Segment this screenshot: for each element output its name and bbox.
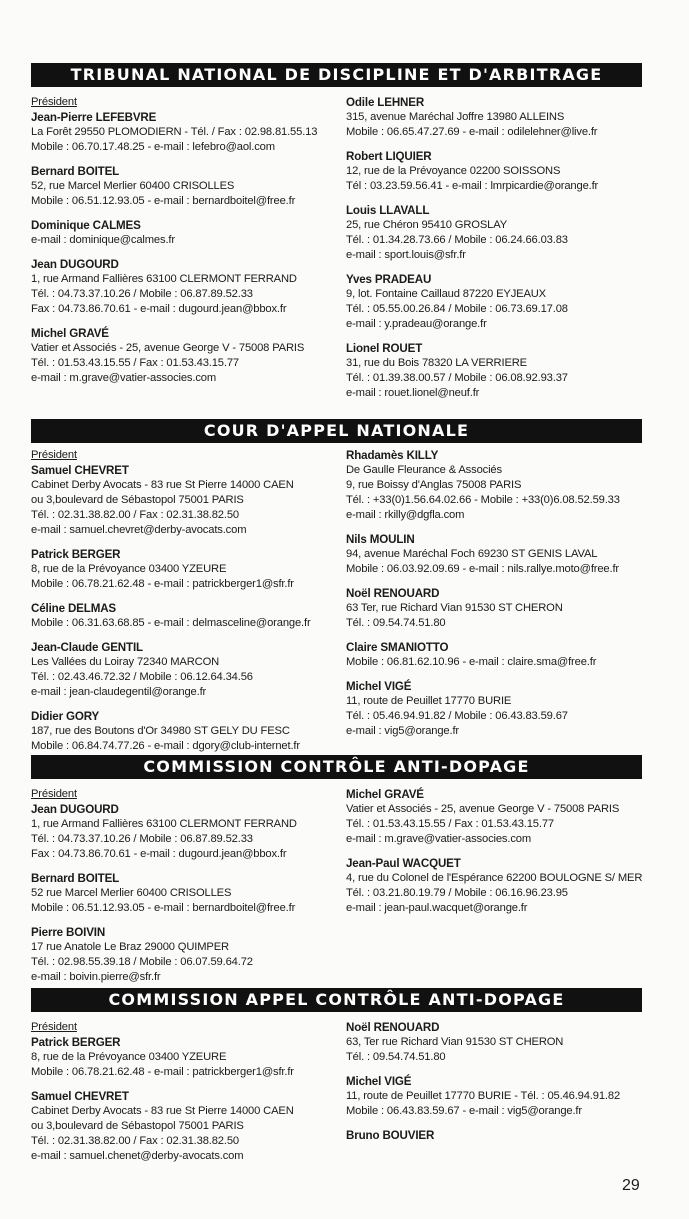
- contact-name: Louis LLAVALL: [346, 204, 430, 217]
- contact-name: Lionel ROUET: [346, 342, 423, 355]
- contact-detail-line: 17 rue Anatole Le Braz 29000 QUIMPER: [31, 941, 229, 953]
- contact-entry: [346, 856, 646, 916]
- contact-detail-line: e-mail : vig5@orange.fr: [346, 725, 459, 737]
- section-banner: COMMISSION CONTRÔLE ANTI-DOPAGE: [31, 755, 642, 779]
- contact-detail-line: Tél. : 05.55.00.26.84 / Mobile : 06.73.69.17.08: [346, 303, 568, 315]
- contact-detail-line: Tél. : 09.54.74.51.80: [346, 617, 446, 629]
- section-right-column: [346, 95, 646, 410]
- contact-detail-line: e-mail : boivin.pierre@sfr.fr: [31, 971, 161, 983]
- contact-detail-line: e-mail : m.grave@vatier-associes.com: [346, 833, 532, 845]
- contact-entry: [31, 448, 331, 538]
- contact-detail-line: 12, rue de la Prévoyance 02200 SOISSONS: [346, 165, 561, 177]
- contact-detail-line: Vatier et Associés - 25, avenue George V - 75008 PARIS: [346, 803, 620, 815]
- contact-detail-line: e-mail : samuel.chevret@derby-avocats.com: [31, 524, 247, 536]
- contact-name: Bernard BOITEL: [31, 165, 120, 178]
- contact-name: Noël RENOUARD: [346, 1021, 440, 1034]
- contact-detail-line: e-mail : y.pradeau@orange.fr: [346, 318, 487, 330]
- contact-detail-line: Mobile : 06.65.47.27.69 - e-mail : odilelehner@live.fr: [346, 126, 598, 138]
- contact-detail-line: Tél. : 09.54.74.51.80: [346, 1051, 446, 1063]
- contact-detail-line: Tél. : 02.98.55.39.18 / Mobile : 06.07.59.64.72: [31, 956, 253, 968]
- contact-detail-line: e-mail : dominique@calmes.fr: [31, 234, 175, 246]
- contact-detail-line: De Gaulle Fleurance & Associés: [346, 464, 502, 476]
- contact-detail-line: Mobile : 06.03.92.09.69 - e-mail : nils.rallye.moto@free.fr: [346, 563, 619, 575]
- contact-entry: [346, 1128, 646, 1143]
- contact-detail-line: 52, rue Marcel Merlier 60400 CRISOLLES: [31, 180, 235, 192]
- contact-entry: [346, 640, 646, 670]
- contact-entry: [31, 1020, 331, 1080]
- contact-name: Jean DUGOURD: [31, 258, 119, 271]
- contact-detail-line: Mobile : 06.43.83.59.67 - e-mail : vig5@orange.fr: [346, 1105, 582, 1117]
- contact-name: Bruno BOUVIER: [346, 1129, 435, 1142]
- contact-detail-line: 4, rue du Colonel de l'Espérance 62200 BOULOGNE S/ MER: [346, 872, 643, 884]
- contact-entry: [346, 272, 646, 332]
- contact-detail-line: Mobile : 06.78.21.62.48 - e-mail : patrickberger1@sfr.fr: [31, 1066, 294, 1078]
- contact-detail-line: 9, lot. Fontaine Caillaud 87220 EYJEAUX: [346, 288, 546, 300]
- page-number: 29: [622, 1177, 640, 1194]
- contact-name: Jean-Claude GENTIL: [31, 641, 143, 654]
- contact-name: Michel GRAVÉ: [346, 788, 424, 801]
- contact-name: Patrick BERGER: [31, 1036, 121, 1049]
- contact-detail-line: Cabinet Derby Avocats - 83 rue St Pierre 14000 CAEN: [31, 479, 294, 491]
- contact-name: Jean-Paul WACQUET: [346, 857, 461, 870]
- contact-name: Dominique CALMES: [31, 219, 141, 232]
- contact-detail-line: 11, route de Peuillet 17770 BURIE - Tél. : 05.46.94.91.82: [346, 1090, 621, 1102]
- contact-detail-line: Vatier et Associés - 25, avenue George V - 75008 PARIS: [31, 342, 305, 354]
- contact-entry: [346, 149, 646, 194]
- contact-name: Michel GRAVÉ: [31, 327, 109, 340]
- section-right-column: [346, 448, 646, 748]
- contact-name: Jean-Pierre LEFEBVRE: [31, 111, 157, 124]
- contact-entry: [31, 547, 331, 592]
- contact-detail-line: e-mail : jean-paul.wacquet@orange.fr: [346, 902, 528, 914]
- contact-entry: [346, 586, 646, 631]
- section-left-column: [31, 448, 331, 763]
- contact-detail-line: ou 3,boulevard de Sébastopol 75001 PARIS: [31, 494, 244, 506]
- contact-name: Samuel CHEVRET: [31, 1090, 129, 1103]
- contact-name: Michel VIGÉ: [346, 680, 412, 693]
- contact-detail-line: 315, avenue Maréchal Joffre 13980 ALLEINS: [346, 111, 565, 123]
- contact-detail-line: Tél. : 02.43.46.72.32 / Mobile : 06.12.64.34.56: [31, 671, 253, 683]
- contact-detail-line: Tél. : 01.53.43.15.55 / Fax : 01.53.43.15.77: [31, 357, 239, 369]
- contact-name: Samuel CHEVRET: [31, 464, 129, 477]
- contact-entry: [346, 448, 646, 523]
- contact-detail-line: Fax : 04.73.86.70.61 - e-mail : dugourd.jean@bbox.fr: [31, 848, 287, 860]
- contact-detail-line: ou 3,boulevard de Sébastopol 75001 PARIS: [31, 1120, 244, 1132]
- contact-detail-line: Cabinet Derby Avocats - 83 rue St Pierre 14000 CAEN: [31, 1105, 294, 1117]
- contact-detail-line: Tél. : 04.73.37.10.26 / Mobile : 06.87.89.52.33: [31, 833, 253, 845]
- contact-detail-line: Les Vallées du Loiray 72340 MARCON: [31, 656, 220, 668]
- contact-detail-line: Tél. : 03.21.80.19.79 / Mobile : 06.16.96.23.95: [346, 887, 568, 899]
- contact-name: Michel VIGÉ: [346, 1075, 412, 1088]
- contact-detail-line: Tél. : 01.39.38.00.57 / Mobile : 06.08.92.93.37: [346, 372, 568, 384]
- contact-name: Céline DELMAS: [31, 602, 117, 615]
- contact-detail-line: Mobile : 06.31.63.68.85 - e-mail : delmasceline@orange.fr: [31, 617, 311, 629]
- contact-entry: [31, 640, 331, 700]
- contact-entry: [31, 95, 331, 155]
- contact-detail-line: 25, rue Chéron 95410 GROSLAY: [346, 219, 508, 231]
- section-left-column: [31, 1020, 331, 1173]
- contact-detail-line: 52 rue Marcel Merlier 60400 CRISOLLES: [31, 887, 232, 899]
- contact-entry: [31, 257, 331, 317]
- role-label: Président: [31, 1021, 77, 1033]
- section-banner: TRIBUNAL NATIONAL DE DISCIPLINE ET D'ARBITRAGE: [31, 63, 642, 87]
- contact-name: Rhadamès KILLY: [346, 449, 439, 462]
- contact-entry: [346, 203, 646, 263]
- contact-detail-line: 11, route de Peuillet 17770 BURIE: [346, 695, 512, 707]
- section-banner: COUR D'APPEL NATIONALE: [31, 419, 642, 443]
- section-right-column: [346, 1020, 646, 1152]
- contact-name: Noël RENOUARD: [346, 587, 440, 600]
- contact-detail-line: e-mail : samuel.chenet@derby-avocats.com: [31, 1150, 244, 1162]
- contact-entry: [31, 601, 331, 631]
- contact-name: Nils MOULIN: [346, 533, 415, 546]
- contact-detail-line: Mobile : 06.81.62.10.96 - e-mail : claire.sma@free.fr: [346, 656, 597, 668]
- contact-entry: [346, 787, 646, 847]
- contact-detail-line: 1, rue Armand Fallières 63100 CLERMONT FERRAND: [31, 273, 297, 285]
- contact-name: Didier GORY: [31, 710, 100, 723]
- contact-entry: [31, 326, 331, 386]
- contact-detail-line: Tél. : 05.46.94.91.82 / Mobile : 06.43.83.59.67: [346, 710, 568, 722]
- contact-entry: [346, 1074, 646, 1119]
- contact-entry: [346, 95, 646, 140]
- contact-entry: [346, 679, 646, 739]
- section-banner: COMMISSION APPEL CONTRÔLE ANTI-DOPAGE: [31, 988, 642, 1012]
- contact-name: Bernard BOITEL: [31, 872, 120, 885]
- contact-detail-line: e-mail : rouet.lionel@neuf.fr: [346, 387, 480, 399]
- contact-name: Robert LIQUIER: [346, 150, 432, 163]
- contact-detail-line: 1, rue Armand Fallières 63100 CLERMONT FERRAND: [31, 818, 297, 830]
- role-label: Président: [31, 788, 77, 800]
- contact-entry: [346, 341, 646, 401]
- contact-detail-line: e-mail : sport.louis@sfr.fr: [346, 249, 466, 261]
- contact-detail-line: 9, rue Boissy d'Anglas 75008 PARIS: [346, 479, 522, 491]
- contact-detail-line: Mobile : 06.70.17.48.25 - e-mail : lefebro@aol.com: [31, 141, 275, 153]
- contact-name: Odile LEHNER: [346, 96, 425, 109]
- contact-detail-line: Tél. : 01.34.28.73.66 / Mobile : 06.24.66.03.83: [346, 234, 568, 246]
- contact-detail-line: 8, rue de la Prévoyance 03400 YZEURE: [31, 1051, 227, 1063]
- contact-name: Claire SMANIOTTO: [346, 641, 449, 654]
- contact-detail-line: 63, Ter rue Richard Vian 91530 ST CHERON: [346, 1036, 564, 1048]
- contact-detail-line: 63 Ter, rue Richard Vian 91530 ST CHERON: [346, 602, 563, 614]
- contact-detail-line: 94, avenue Maréchal Foch 69230 ST GENIS LAVAL: [346, 548, 598, 560]
- contact-detail-line: e-mail : jean-claudegentil@orange.fr: [31, 686, 207, 698]
- contact-detail-line: Tél. : +33(0)1.56.64.02.66 - Mobile : +33(0)6.08.52.59.33: [346, 494, 620, 506]
- contact-detail-line: 31, rue du Bois 78320 LA VERRIERE: [346, 357, 527, 369]
- contact-entry: [31, 164, 331, 209]
- contact-detail-line: Tél. : 02.31.38.82.00 / Fax : 02.31.38.82.50: [31, 1135, 239, 1147]
- contact-detail-line: Tél. : 04.73.37.10.26 / Mobile : 06.87.89.52.33: [31, 288, 253, 300]
- contact-name: Pierre BOIVIN: [31, 926, 106, 939]
- contact-detail-line: La Forêt 29550 PLOMODIERN - Tél. / Fax : 02.98.81.55.13: [31, 126, 318, 138]
- contact-detail-line: Tél. : 02.31.38.82.00 / Fax : 02.31.38.82.50: [31, 509, 239, 521]
- section-left-column: [31, 787, 331, 994]
- contact-detail-line: Tél : 03.23.59.56.41 - e-mail : lmrpicardie@orange.fr: [346, 180, 599, 192]
- contact-entry: [31, 218, 331, 248]
- contact-detail-line: Mobile : 06.51.12.93.05 - e-mail : bernardboitel@free.fr: [31, 902, 296, 914]
- role-label: Président: [31, 449, 77, 461]
- contact-name: Jean DUGOURD: [31, 803, 119, 816]
- contact-detail-line: e-mail : rkilly@dgfla.com: [346, 509, 465, 521]
- contact-detail-line: Mobile : 06.84.74.77.26 - e-mail : dgory@club-internet.fr: [31, 740, 300, 752]
- contact-entry: [31, 709, 331, 754]
- contact-name: Yves PRADEAU: [346, 273, 432, 286]
- role-label: Président: [31, 96, 77, 108]
- contact-detail-line: 187, rue des Boutons d'Or 34980 ST GELY DU FESC: [31, 725, 290, 737]
- contact-detail-line: Mobile : 06.51.12.93.05 - e-mail : bernardboitel@free.fr: [31, 195, 296, 207]
- contact-entry: [31, 871, 331, 916]
- contact-detail-line: Tél. : 01.53.43.15.55 / Fax : 01.53.43.15.77: [346, 818, 554, 830]
- contact-entry: [31, 925, 331, 985]
- contact-name: Patrick BERGER: [31, 548, 121, 561]
- section-right-column: [346, 787, 646, 925]
- contact-detail-line: Mobile : 06.78.21.62.48 - e-mail : patrickberger1@sfr.fr: [31, 578, 294, 590]
- contact-entry: [346, 1020, 646, 1065]
- contact-detail-line: 8, rue de la Prévoyance 03400 YZEURE: [31, 563, 227, 575]
- contact-detail-line: e-mail : m.grave@vatier-associes.com: [31, 372, 217, 384]
- contact-entry: [346, 532, 646, 577]
- contact-entry: [31, 787, 331, 862]
- contact-entry: [31, 1089, 331, 1164]
- contact-detail-line: Fax : 04.73.86.70.61 - e-mail : dugourd.jean@bbox.fr: [31, 303, 287, 315]
- section-left-column: [31, 95, 331, 395]
